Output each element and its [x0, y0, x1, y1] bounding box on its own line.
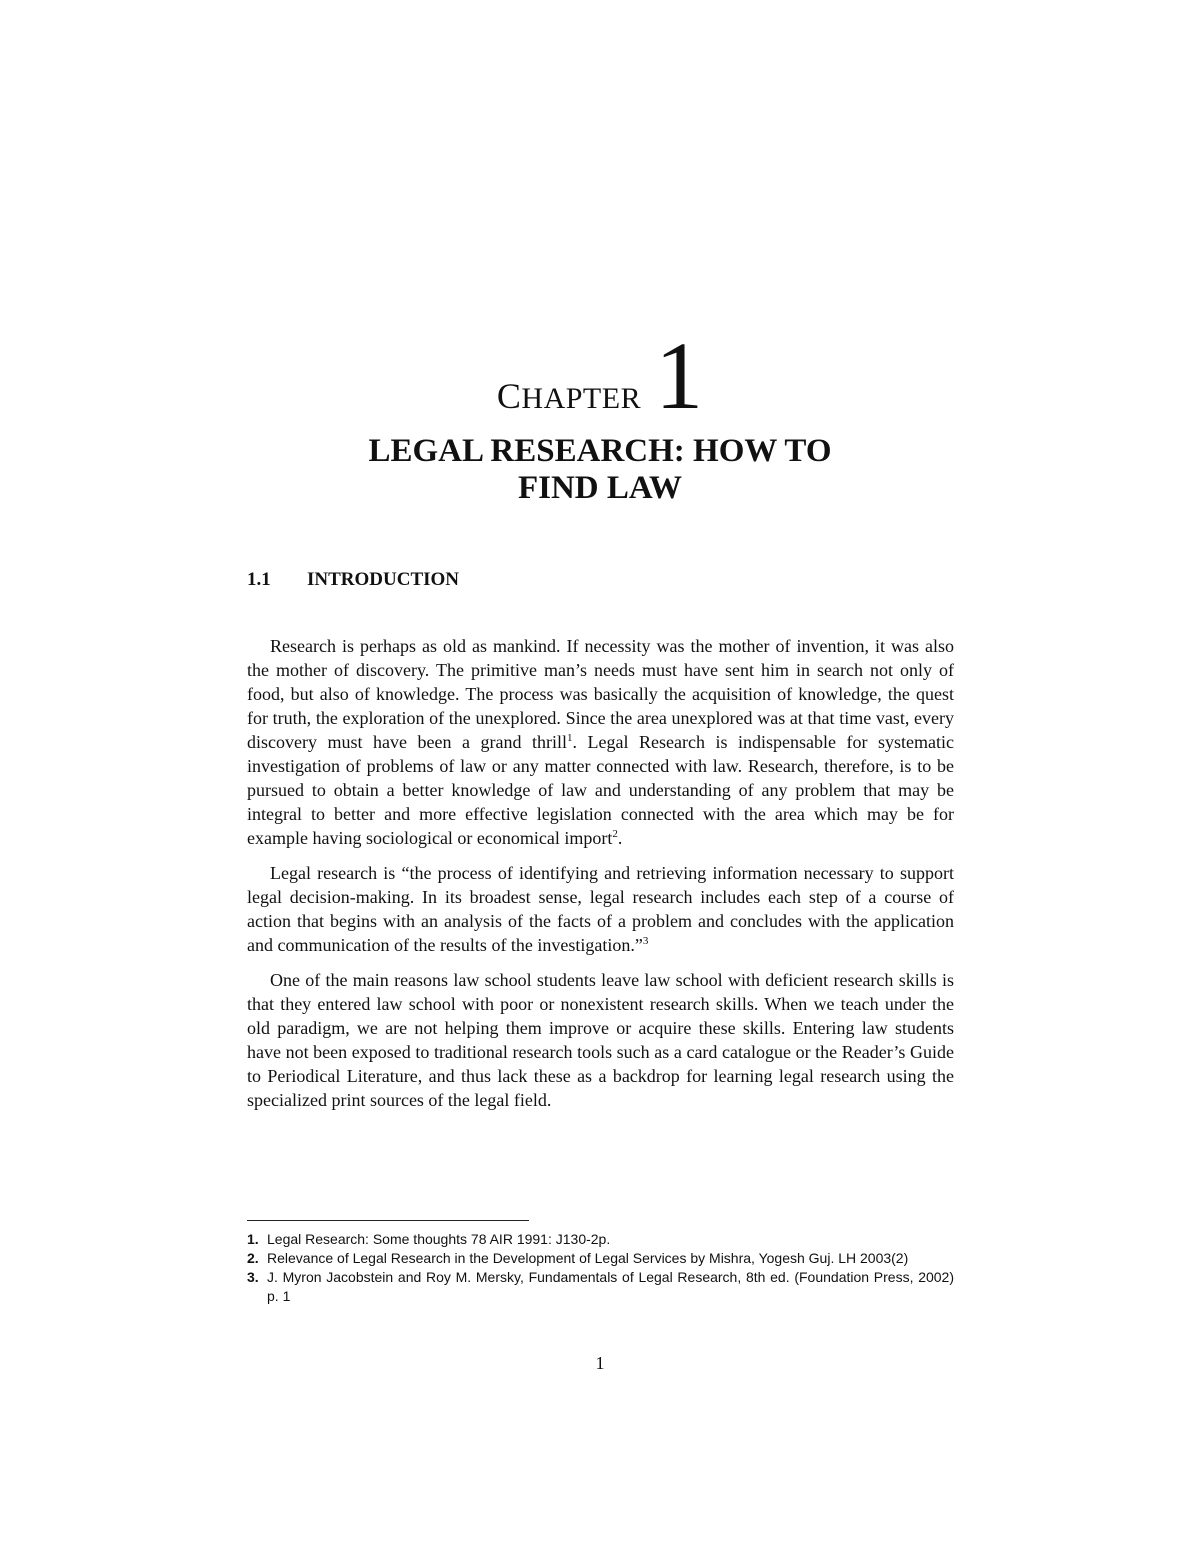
paragraph-text: One of the main reasons law school students leave law school with deficient research skills is that they entered law school with poor or nonexistent research skills. When we teach under the old paradigm, we are not helping them improve or acquire these skills. Entering law students have not been exposed to traditional research tools such as a card catalogue or the Reader’s Guide to Periodical Literature, and thus lack these as a backdrop for learning legal research using the specialized print sources of the legal field. — [247, 970, 954, 1110]
footnote-number: 2. — [247, 1250, 259, 1266]
footnote-2 — [247, 1249, 954, 1268]
paragraph-3 — [247, 968, 954, 1112]
body-text — [247, 634, 954, 1123]
chapter-label-rest: HAPTER — [521, 382, 642, 415]
footnote-number: 3. — [247, 1269, 259, 1285]
chapter-label-initial: C — [496, 376, 522, 416]
footnote-text: Legal Research: Some thoughts 78 AIR 1991: J130-2p. — [267, 1231, 611, 1247]
paragraph-text: Research is perhaps as old as mankind. If necessity was the mother of invention, it was also the mother of discovery. The primitive man’s needs must have sent him in search not only of food, but also of knowledge. The process was basically the acquisition of knowledge, the quest for truth, the exploration of the unexplored. Since the area unexplored was at that time vast, every discovery must have been a grand thrill — [247, 636, 954, 752]
section-heading — [247, 569, 459, 591]
footnote-1 — [247, 1230, 954, 1249]
chapter-heading — [0, 322, 1200, 429]
paragraph-text: . — [617, 828, 623, 848]
footnote-3 — [247, 1268, 954, 1306]
paragraph-text: Legal research is “the process of identifying and retrieving information necessary to support legal decision-making. In its broadest sense, legal research includes each step of a course of action that begins with an analysis of the facts of a problem and concludes with the application and communication of the results of the investigation.” — [247, 863, 954, 955]
chapter-title — [0, 433, 1200, 507]
chapter-title-line-1: LEGAL RESEARCH: HOW TO — [368, 433, 832, 469]
chapter-title-line-2: FIND LAW — [517, 470, 683, 506]
footnote-ref-1[interactable]: 1 — [567, 732, 573, 744]
footnote-number: 1. — [247, 1231, 259, 1247]
section-title: INTRODUCTION — [307, 569, 460, 590]
section-number: 1.1 — [247, 569, 271, 590]
footnote-text: J. Myron Jacobstein and Roy M. Mersky, Fundamentals of Legal Research, 8th ed. (Foundation Press, 2002) p. 1 — [267, 1269, 954, 1304]
footnote-text: Relevance of Legal Research in the Development of Legal Services by Mishra, Yogesh Guj. LH 2003(2) — [267, 1250, 909, 1266]
page-number: 1 — [595, 1353, 605, 1373]
paragraph-1 — [247, 634, 954, 850]
chapter-number: 1 — [655, 322, 704, 429]
footnote-ref-2[interactable]: 2 — [612, 828, 618, 840]
footnotes-list — [247, 1230, 954, 1306]
footnote-ref-3[interactable]: 3 — [642, 935, 649, 947]
chapter-label — [496, 376, 642, 416]
paragraph-2 — [247, 861, 954, 957]
footnote-divider — [247, 1220, 529, 1221]
paragraph-text: . Legal Research is indispensable for systematic investigation of problems of law or any matter connected with law. Research, therefore, is to be pursued to obtain a better knowledge of law and understanding of any problem that may be integral to better and more effective legislation connected with the area which may be for example having sociological or economical import — [247, 732, 954, 848]
